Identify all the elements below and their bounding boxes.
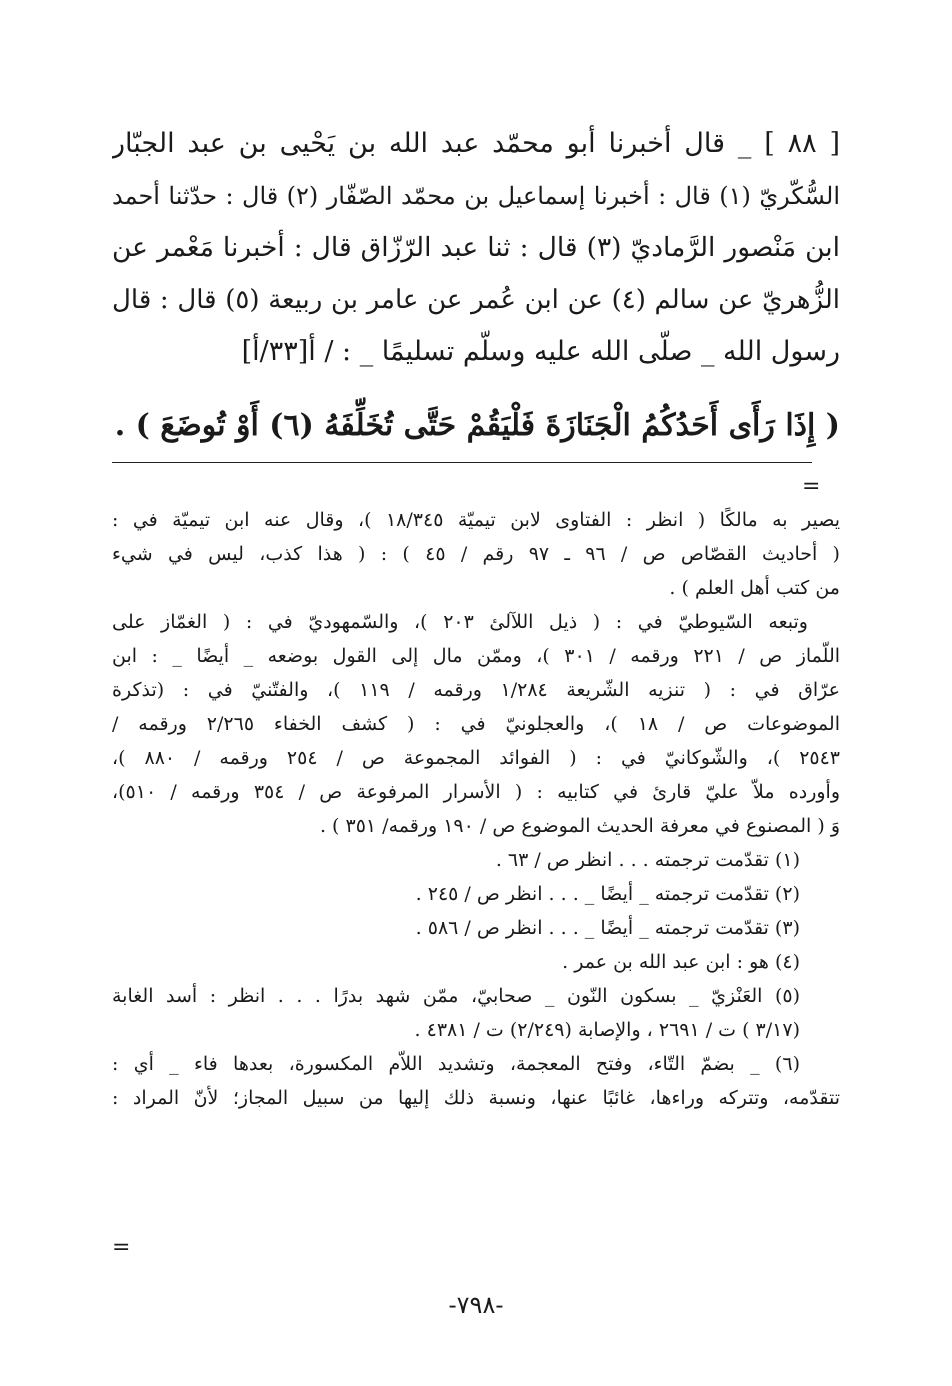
note-line: ٢٥٤٣ )، والشّوكانيّ في : ( الفوائد المجموعة ص / ٢٥٤ ورقمه / ٨٨٠ )،	[112, 747, 840, 769]
footnote-5: (٥) العَنْزيّ _ بسكون النّون _ صحابيّ، ممّن شهد بدرًا . . . انظر : أسد الغابة	[112, 985, 800, 1007]
main-line: الزُّهريّ عن سالم (٤) عن ابن عُمر عن عامر بن ربيعة (٥) قال : قال	[112, 285, 840, 315]
footnote-3: (٣) تقدّمت ترجمته _ أيضًا _ . . . انظر ص / ٥٨٦ .	[415, 917, 800, 939]
main-line: ابن مَنْصور الرَّماديّ (٣) قال : ثنا عبد الرّزّاق قال : أخبرنا مَعْمر عن	[112, 232, 840, 263]
footnote-2: (٢) تقدّمت ترجمته _ أيضًا _ . . . انظر ص / ٢٤٥ .	[415, 883, 800, 905]
continuation-mark-top: =	[802, 474, 821, 499]
main-line: السُّكّريّ (١) قال : أخبرنا إسماعيل بن محمّد الصّفّار (٢) قال : حدّثنا أحمد	[112, 182, 840, 210]
note-line: وتبعه السّيوطيّ في : ( ذيل اللآلئ ٢٠٣ )، والسّمهوديّ في : ( الغمّاز على	[112, 611, 808, 633]
note-line: يصير به مالكًا ( انظر : الفتاوى لابن تيميّة ١٨/٣٤٥ )، وقال عنه ابن تيميّة في :	[112, 509, 840, 531]
footnote-separator	[112, 462, 812, 463]
note-line: عرّاق في : ( تنزيه الشّريعة ١/٢٨٤ ورقمه / ١١٩ )، والفتّنيّ في : (تذكرة	[112, 679, 840, 701]
footnote-6: (٦) _ بضمّ التّاء، وفتح المعجمة، وتشديد اللاّم المكسورة، بعدها فاء _ أي :	[112, 1053, 800, 1075]
note-line: من كتب أهل العلم ) .	[669, 577, 840, 599]
page-number: -٧٩٨-	[448, 1291, 504, 1319]
footnote-6-cont: تتقدّمه، وتتركه وراءها، غائبًا عنها، ونسبة ذلك إليها من سبيل المجاز؛ لأنّ المراد :	[112, 1087, 840, 1109]
footnote-1: (١) تقدّمت ترجمته . . . انظر ص / ٦٣ .	[495, 849, 800, 871]
footnote-4: (٤) هو : ابن عبد الله بن عمر .	[562, 951, 800, 973]
footnote-5-cont: (٣/١٧ ) ت / ٢٦٩١ ، والإصابة (٢/٢٤٩) ت / ٤٣٨١ .	[414, 1019, 800, 1041]
note-line: الموضوعات ص / ١٨ )، والعجلونيّ في : ( كشف الخفاء ٢/٢٦٥ ورقمه /	[112, 713, 840, 735]
note-line: اللّماز ص / ٢٢١ ورقمه / ٣٠١ )، وممّن مال إلى القول بوضعه _ أيضًا _ : ابن	[112, 645, 840, 667]
note-line: وَ ( المصنوع في معرفة الحديث الموضوع ص / ١٩٠ ورقمه/ ٣٥١ ) .	[319, 815, 840, 837]
main-line: رسول الله _ صلّى الله عليه وسلّم تسليمًا _ : / أ[٣٣/أ]	[241, 336, 840, 367]
hadith-text: ( إِذَا رَأَى أَحَدُكُمُ الْجَنَازَةَ فَلْيَقُمْ حَتَّى تُخَلِّفَهُ (٦) أَوْ تُوضَعَ ) .	[114, 408, 840, 443]
note-line: ( أحاديث القصّاص ص / ٩٦ ـ ٩٧ رقم / ٤٥ ) : ( هذا كذب، ليس في شيء	[112, 543, 840, 565]
main-text	[112, 118, 840, 378]
note-line: وأورده ملاّ عليّ قارئ في كتابيه : ( الأسرار المرفوعة ص / ٣٥٤ ورقمه / ٥١٠)،	[112, 781, 840, 803]
main-line: [ ٨٨ ] _ قال أخبرنا أبو محمّد عبد الله بن يَحْيى بن عبد الجبّار	[112, 128, 840, 159]
footnotes-area	[112, 503, 840, 1115]
continuation-mark-bottom: =	[112, 1235, 131, 1260]
